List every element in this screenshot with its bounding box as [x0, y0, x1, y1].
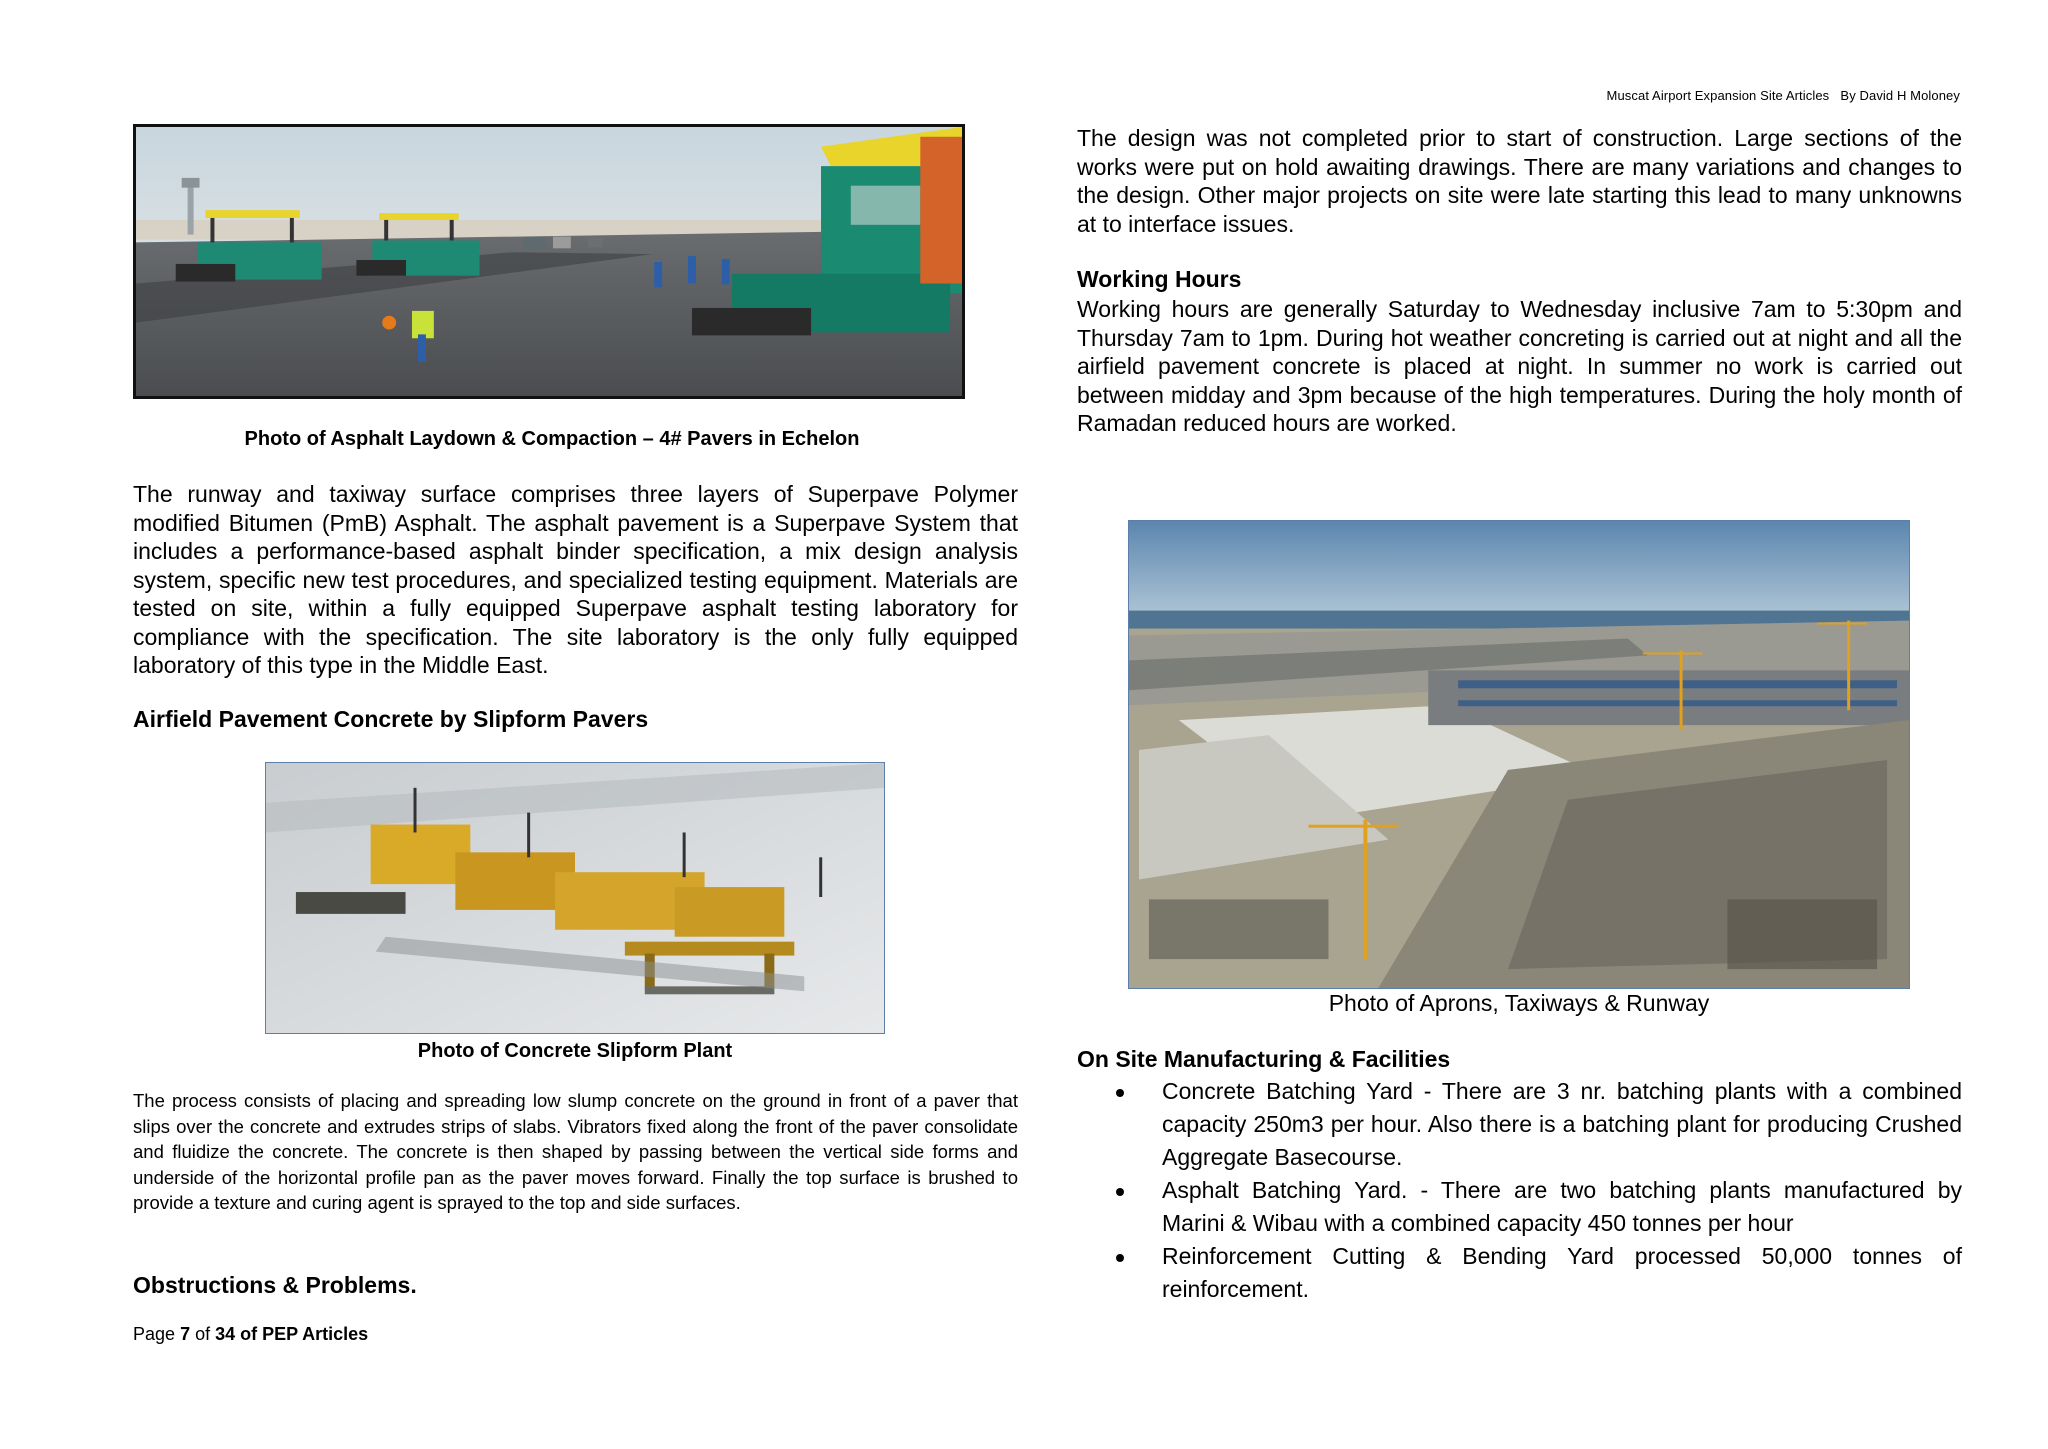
list-item-text: Reinforcement Cutting & Bending Yard processed 50,000 tonnes of reinforcement. — [1162, 1243, 1962, 1302]
author-credit: By David H Moloney — [1840, 88, 1960, 103]
list-item-text: Asphalt Batching Yard. - There are two batching plants manufactured by Marini & Wibau with a combined capacity 450 tonnes per hour — [1162, 1177, 1962, 1236]
asphalt-paving-photo — [133, 124, 965, 399]
list-item — [1096, 1075, 1962, 1174]
footer-total-and-title: 34 of PEP Articles — [215, 1324, 369, 1344]
footer-of-word: of — [195, 1324, 211, 1344]
list-item — [1096, 1174, 1962, 1240]
aprons-taxiways-photo — [1128, 520, 1910, 989]
surface-layers-paragraph: The runway and taxiway surface comprises three layers of Superpave Polymer modified Bitumen (PmB) Asphalt. The asphalt pavement is a Superpave System that includes a performance-based asphalt binder specification, a mix design analysis system, specific new test procedures, and specialized testing equipment. Materials are tested on site, within a fully equipped Superpave asphalt testing laboratory for compliance with the specification. The site laboratory is the only fully equipped laboratory of this type in the Middle East. — [133, 481, 1018, 678]
page-footer — [133, 1324, 368, 1345]
photo2-caption: Photo of Concrete Slipform Plant — [417, 1040, 733, 1062]
list-item — [1096, 1240, 1962, 1306]
photo3-caption: Photo of Aprons, Taxiways & Runway — [1328, 990, 1710, 1016]
design-paragraph: The design was not completed prior to start of construction. Large sections of the works were put on hold awaiting drawings. There are many variations and changes to the design. Other major projects on site were late starting this lead to many unknowns at to interface issues. — [1077, 125, 1962, 237]
list-item-text: Concrete Batching Yard - There are 3 nr. batching plants with a combined capacity 250m3 per hour. Also there is a batching plant for producing Crushed Aggregate Basecourse. — [1162, 1078, 1962, 1170]
running-header — [1300, 88, 1960, 103]
photo1-caption: Photo of Asphalt Laydown & Compaction – 4# Pavers in Echelon — [244, 428, 860, 450]
footer-page-word: Page — [133, 1324, 176, 1344]
footer-page-number: 7 — [180, 1324, 191, 1344]
slipform-process-paragraph: The process consists of placing and spreading low slump concrete on the ground in front of a paver that slips over the concrete and extrudes strips of slabs. Vibrators fixed along the front of the paver consolidate and fluidize the concrete. The concrete is then shaped by passing between the vertical side forms and underside of the horizontal profile pan as the paver moves forward. Finally the top surface is brushed to provide a texture and curing agent is sprayed to the top and side surfaces. — [133, 1090, 1018, 1213]
working-hours-heading: Working Hours — [1077, 266, 1242, 292]
obstructions-heading: Obstructions & Problems. — [133, 1272, 417, 1298]
manufacturing-heading: On Site Manufacturing & Facilities — [1077, 1046, 1451, 1072]
slipform-plant-photo — [265, 762, 885, 1034]
slipform-heading: Airfield Pavement Concrete by Slipform Pavers — [133, 706, 649, 732]
running-title: Muscat Airport Expansion Site Articles — [1606, 88, 1830, 103]
facilities-list — [1096, 1075, 1962, 1306]
working-hours-paragraph: Working hours are generally Saturday to Wednesday inclusive 7am to 5:30pm and Thursday 7am to 1pm. During hot weather concreting is carried out at night and all the airfield pavement concrete is placed at night. In summer no work is carried out between midday and 3pm because of the high temperatures. During the holy month of Ramadan reduced hours are worked. — [1077, 296, 1962, 436]
